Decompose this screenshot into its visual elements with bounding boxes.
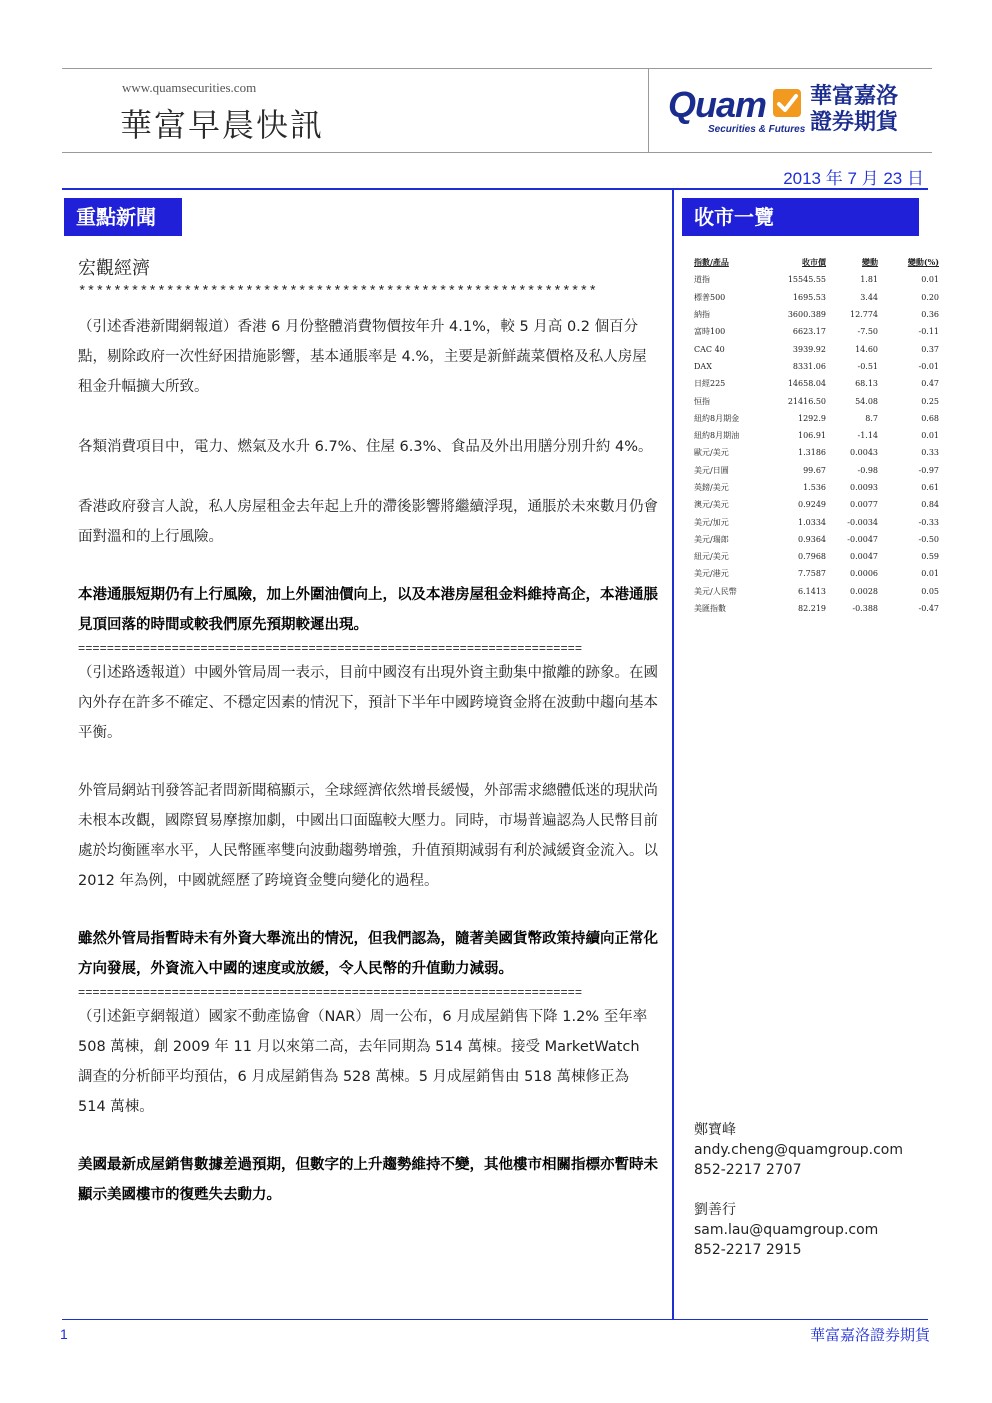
logo-wordmark: Quam	[668, 84, 767, 125]
change-value: -0.0047	[847, 534, 878, 544]
close-price: 0.7968	[798, 552, 826, 562]
instrument-name: 美元/港元	[694, 569, 729, 579]
contact-email[interactable]: andy.cheng@quamgroup.com	[694, 1142, 904, 1158]
contact-email[interactable]: sam.lau@quamgroup.com	[694, 1222, 879, 1238]
news-column	[78, 250, 658, 1210]
table-row	[694, 392, 944, 409]
change-value: 14.60	[855, 344, 878, 354]
change-percent: -0.33	[918, 517, 939, 527]
news-paragraph: （引述鉅亨網報道）國家不動產協會（NAR）周一公布，6 月成屋銷售下降 1.2% 至年率 508 萬棟，創 2009 年 11 月以來第二高，去年同期為 514 萬棟。接受 MarketWatch 調查的分析師平均預估，6 月成屋銷售為 528 萬棟。5 月成屋銷售由 518 萬棟修正為 514 萬棟。	[78, 1009, 648, 1115]
close-price: 3939.92	[792, 344, 826, 354]
close-price: 6623.17	[792, 327, 826, 337]
change-value: 0.0077	[850, 500, 878, 510]
analyst-comment: 雖然外管局指暫時未有外資大舉流出的情況，但我們認為，隨著美國貨幣政策持續向正常化方向發展，外資流入中國的速度或放緩，令人民幣的升值動力減弱。	[78, 931, 658, 977]
instrument-name: 日經225	[694, 379, 726, 389]
change-value: -0.98	[857, 465, 878, 475]
instrument-name: 美元/瑞郎	[694, 534, 729, 544]
instrument-name: 紐約8月期金	[694, 413, 740, 423]
table-row	[694, 531, 944, 548]
change-percent: -0.11	[918, 327, 939, 337]
close-price: 6.1413	[798, 586, 826, 596]
table-row	[694, 410, 944, 427]
column-header: 變動(%)	[907, 257, 939, 268]
change-percent: -0.50	[918, 534, 939, 544]
column-header: 指數/產品	[694, 257, 729, 268]
table-row	[694, 496, 944, 513]
star-separator: ***********************************************************	[78, 284, 598, 300]
column-header: 收市價	[802, 257, 826, 268]
instrument-name: 美匯指數	[694, 604, 726, 614]
close-price: 82.219	[798, 604, 826, 614]
table-header-row	[694, 254, 944, 271]
close-price: 1.3186	[798, 448, 826, 458]
change-percent: 0.33	[921, 448, 939, 458]
close-price: 0.9249	[798, 500, 826, 510]
close-price: 15545.55	[787, 275, 826, 285]
table-row	[694, 479, 944, 496]
change-value: 0.0093	[850, 483, 878, 492]
change-value: -0.51	[857, 361, 878, 371]
change-value: -1.14	[857, 431, 878, 441]
change-percent: 0.84	[921, 500, 939, 510]
footer-company: 華富嘉洛證券期貨	[809, 1326, 930, 1344]
instrument-name: 美元/加元	[694, 517, 729, 527]
change-value: 68.13	[855, 379, 878, 389]
change-percent: 0.01	[921, 569, 939, 579]
change-percent: -0.01	[918, 361, 939, 371]
section-header-market: 收市一覽	[682, 198, 919, 236]
page-number: 1	[60, 1326, 68, 1342]
change-percent: 0.47	[921, 379, 939, 389]
change-value: 0.0006	[850, 569, 878, 579]
close-price: 1292.9	[798, 413, 826, 423]
change-value: 0.0043	[850, 448, 878, 458]
date-underline	[62, 188, 928, 190]
change-percent: 0.37	[921, 344, 939, 354]
contact-card	[694, 1200, 878, 1260]
table-row	[694, 358, 944, 375]
column-divider	[672, 188, 674, 1320]
change-value: -0.0034	[847, 517, 878, 527]
close-price: 8331.06	[792, 361, 826, 371]
instrument-name: DAX	[694, 361, 712, 371]
contact-phone: 852-2217 2915	[694, 1242, 802, 1258]
change-value: -7.50	[857, 327, 878, 337]
contact-phone: 852-2217 2707	[694, 1162, 802, 1178]
news-paragraph: （引述路透報道）中國外管局周一表示，目前中國沒有出現外資主動集中撤離的跡象。在國內外存在許多不確定、不穩定因素的情況下，預計下半年中國跨境資金將在波動中趨向基本平衡。	[78, 665, 658, 741]
instrument-name: 英鎊/美元	[694, 483, 729, 492]
close-price: 99.67	[803, 465, 826, 475]
table-row	[694, 600, 944, 617]
macro-subhead: 宏觀經濟	[78, 258, 150, 279]
table-row	[694, 427, 944, 444]
table-row	[694, 340, 944, 357]
footer-rule	[62, 1319, 928, 1320]
header-top-rule	[62, 68, 932, 69]
change-value: -0.388	[852, 604, 878, 614]
instrument-name: 富時100	[694, 327, 726, 337]
close-price: 7.7587	[798, 569, 826, 579]
change-value: 3.44	[860, 292, 878, 302]
close-price: 1.0334	[798, 517, 826, 527]
column-header: 變動	[862, 257, 878, 268]
contact-card	[694, 1120, 903, 1180]
change-percent: 0.05	[921, 586, 939, 596]
change-percent: 0.01	[921, 275, 939, 285]
table-row	[694, 444, 944, 461]
instrument-name: 美元/日圓	[694, 465, 729, 475]
news-paragraph: （引述香港新聞網報道）香港 6 月份整體消費物價按年升 4.1%，較 5 月高 0.2 個百分點，剔除政府一次性紓困措施影響，基本通脹率是 4.%，主要是新鮮蔬菜價格及私人房屋租金升幅擴大所致。	[78, 319, 647, 395]
change-percent: 0.36	[921, 310, 939, 320]
news-paragraph: 各類消費項目中，電力、燃氣及水升 6.7%、住屋 6.3%、食品及外出用膳分別升約 4%。	[78, 439, 653, 455]
change-value: 12.774	[850, 310, 878, 320]
logo-subtitle: Securities & Futures	[708, 124, 806, 135]
news-paragraph: 香港政府發言人說，私人房屋租金去年起上升的滯後影響將繼續浮現，通脹於未來數月仍會面對溫和的上行風險。	[78, 499, 658, 545]
section-header-news: 重點新聞	[64, 198, 182, 236]
header-bottom-rule	[62, 152, 932, 153]
change-percent: 0.61	[921, 483, 939, 492]
report-date: 2013 年 7 月 23 日	[783, 169, 924, 188]
close-price: 3600.389	[787, 310, 826, 320]
instrument-name: 恒指	[694, 396, 710, 406]
table-row	[694, 375, 944, 392]
instrument-name: 標普500	[694, 292, 726, 302]
close-price: 1.536	[803, 483, 826, 492]
change-percent: 0.25	[921, 396, 939, 406]
close-price: 1695.53	[792, 292, 826, 302]
instrument-name: 納指	[694, 310, 710, 320]
instrument-name: CAC 40	[694, 344, 725, 354]
instrument-name: 美元/人民幣	[694, 586, 737, 596]
analyst-comment: 美國最新成屋銷售數據差過預期，但數字的上升趨勢維持不變，其他樓市相關指標亦暫時未顯示美國樓市的復甦失去動力。	[78, 1157, 658, 1203]
table-row	[694, 306, 944, 323]
change-value: 1.81	[860, 275, 878, 285]
change-percent: -0.97	[918, 465, 939, 475]
close-price: 0.9364	[798, 534, 826, 544]
instrument-name: 道指	[694, 275, 710, 285]
site-url[interactable]: www.quamsecurities.com	[122, 80, 257, 95]
table-row	[694, 323, 944, 340]
table-row	[694, 289, 944, 306]
table-row	[694, 548, 944, 565]
change-value: 54.08	[855, 396, 878, 406]
header-divider-vertical	[648, 68, 649, 152]
table-row	[694, 462, 944, 479]
logo-check-icon	[772, 88, 802, 118]
close-price: 14658.04	[787, 379, 826, 389]
contact-name: 劉善行	[694, 1202, 736, 1218]
change-value: 0.0047	[850, 552, 878, 562]
instrument-name: 澳元/美元	[694, 500, 729, 510]
newsletter-title: 華富早晨快訊	[120, 106, 325, 144]
analyst-comment: 本港通脹短期仍有上行風險，加上外圍油價向上，以及本港房屋租金料維持高企，本港通脹見頂回落的時間或較我們原先預期較遲出現。	[78, 587, 658, 633]
table-row	[694, 271, 944, 288]
news-paragraph: 外管局網站刊發答記者問新聞稿顯示，全球經濟依然增長緩慢，外部需求總體低迷的現狀尚未根本改觀，國際貿易摩擦加劇，中國出口面臨較大壓力。同時，市場普遍認為人民幣目前處於均衡匯率水平，人民幣匯率雙向波動趨勢增強，升值預期減弱有利於減緩資金流入。以 2012 年為例，中國就經歷了跨境資金雙向變化的過程。	[78, 783, 658, 889]
change-percent: 0.59	[921, 552, 939, 562]
instrument-name: 歐元/美元	[694, 448, 729, 458]
table-row	[694, 583, 944, 600]
market-summary-table	[694, 254, 944, 617]
close-price: 106.91	[798, 431, 826, 441]
instrument-name: 紐約8月期油	[694, 431, 740, 441]
quam-logo	[668, 82, 928, 142]
table-row	[694, 513, 944, 530]
instrument-name: 紐元/美元	[694, 552, 729, 562]
equals-separator: ======================================================================	[78, 642, 583, 656]
equals-separator: ======================================================================	[78, 986, 583, 1000]
change-percent: -0.47	[918, 604, 939, 614]
change-percent: 0.01	[921, 431, 939, 441]
change-value: 0.0028	[850, 586, 878, 596]
logo-chinese-name: 華富嘉洛 證券期貨	[810, 84, 899, 135]
close-price: 21416.50	[787, 396, 826, 406]
change-percent: 0.20	[921, 292, 939, 302]
change-percent: 0.68	[921, 413, 939, 423]
contact-name: 鄭寶峰	[694, 1122, 736, 1138]
change-value: 8.7	[865, 413, 878, 423]
table-row	[694, 565, 944, 582]
